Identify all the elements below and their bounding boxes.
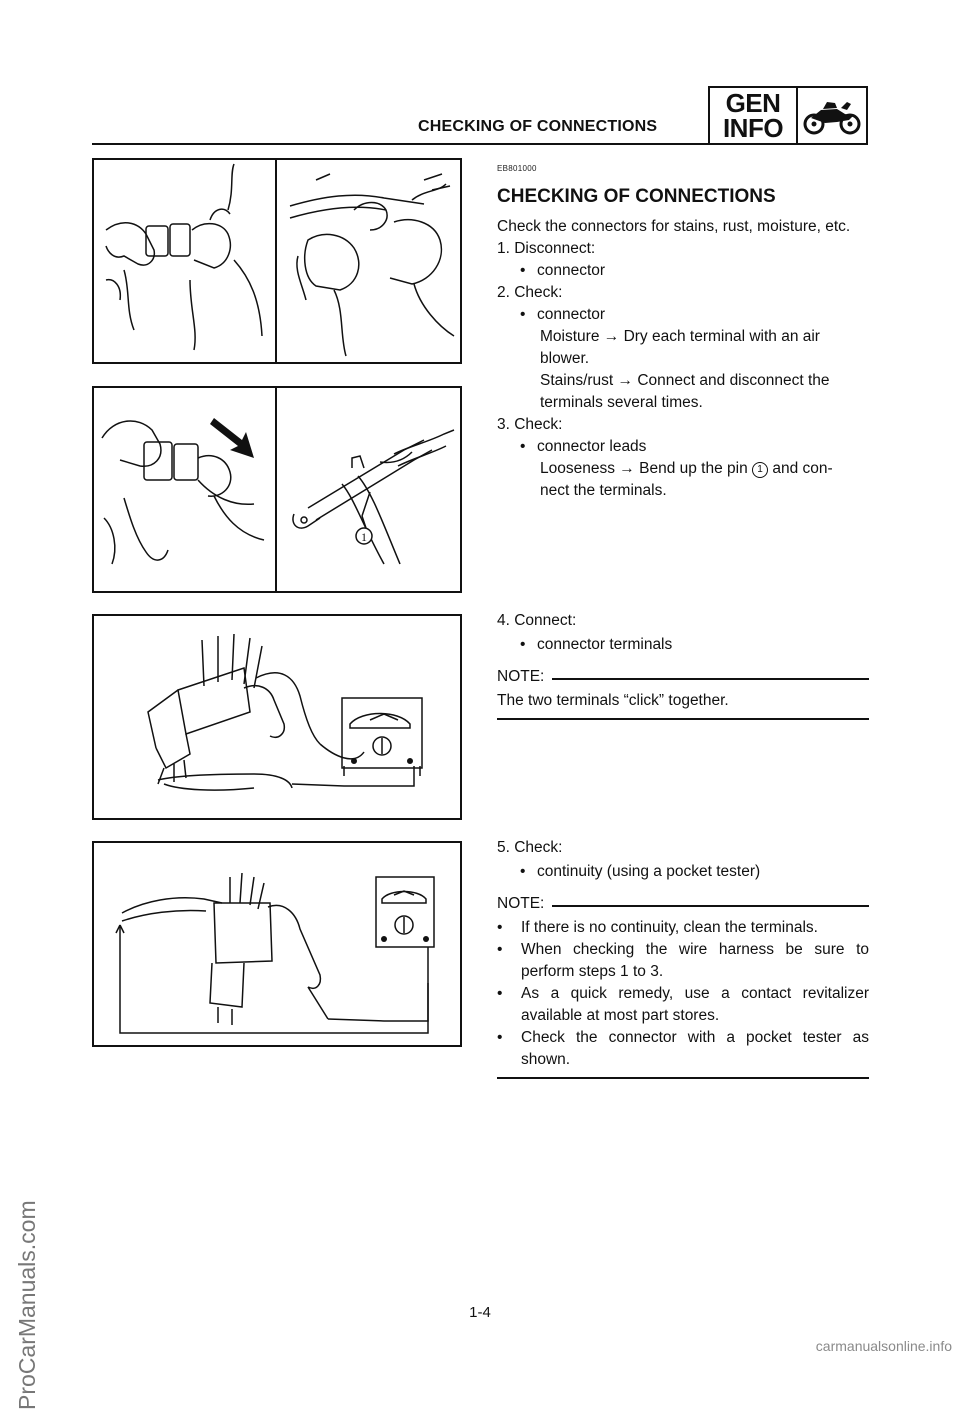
note-1-rule xyxy=(552,678,869,680)
bullet-dot: • xyxy=(520,306,526,323)
step-2-stains xyxy=(497,370,869,414)
footer-watermark: carmanualsonline.info xyxy=(815,1338,952,1354)
note-2-item-text: If there is no continuity, clean the terminals. xyxy=(521,919,818,936)
looseness-label: Looseness xyxy=(540,460,615,477)
badge-text xyxy=(710,88,798,143)
arrow-icon: → xyxy=(617,372,634,389)
side-watermark: ProCarManuals.com xyxy=(14,1200,40,1410)
bullet-dot: • xyxy=(520,262,526,279)
pin-ref: 1 xyxy=(752,462,768,478)
section-title: CHECKING OF CONNECTIONS xyxy=(497,186,776,207)
bullet-dot: • xyxy=(497,1029,503,1046)
note-2-item-text: When checking the wire harness be sure to perform steps 1 to 3. xyxy=(521,941,869,980)
note-1-label: NOTE: xyxy=(497,668,545,685)
note-2-header xyxy=(497,893,869,915)
figure-continuity-test xyxy=(92,841,462,1047)
header-title: CHECKING OF CONNECTIONS xyxy=(418,118,658,135)
figure-connector-pin xyxy=(92,386,462,593)
note-2-item-text: As a quick remedy, use a contact revitalizer available at most part stores. xyxy=(521,985,869,1024)
note-1-text: The two terminals “click” together. xyxy=(497,692,729,709)
note-1-header xyxy=(497,666,869,688)
note-2-item xyxy=(497,983,869,1027)
note-2-item xyxy=(497,1027,869,1071)
note-2-end-rule xyxy=(497,1077,869,1079)
step-5-item xyxy=(497,861,869,883)
note-2-item xyxy=(497,939,869,983)
step-2-item xyxy=(497,304,869,326)
looseness-action-b: and con- xyxy=(772,460,833,477)
step-1-label: 1. Disconnect: xyxy=(497,240,596,257)
figure-disconnect-check xyxy=(92,158,462,364)
step-5-label: 5. Check: xyxy=(497,839,563,856)
step-4-item-text: connector terminals xyxy=(537,636,673,653)
text-column xyxy=(497,158,869,502)
note-2-rule xyxy=(552,905,869,907)
step-3-item xyxy=(497,436,869,458)
step-5-block xyxy=(497,837,869,1079)
bullet-dot: • xyxy=(497,985,503,1002)
step-2-item-text: connector xyxy=(537,306,606,323)
step-2-label: 2. Check: xyxy=(497,284,563,301)
step-4-item xyxy=(497,634,869,656)
bullet-dot: • xyxy=(497,941,503,958)
note-2-item xyxy=(497,917,869,939)
moisture-action: Dry each terminal with an air blower. xyxy=(540,328,820,367)
looseness-action: Bend up the pin xyxy=(639,460,748,477)
bullet-dot: • xyxy=(497,919,503,936)
step-5-item-text: continuity (using a pocket tester) xyxy=(537,863,761,880)
stains-label: Stains/rust xyxy=(540,372,614,389)
moisture-label: Moisture xyxy=(540,328,600,345)
figure-connect-terminals xyxy=(92,614,462,820)
section-badge xyxy=(708,86,868,145)
motorcycle-icon xyxy=(798,88,866,143)
step-2-moisture xyxy=(497,326,869,370)
step-1-item xyxy=(497,260,869,282)
step-3-item-text: connector leads xyxy=(537,438,647,455)
section-code: EB801000 xyxy=(497,164,537,173)
note-2-label: NOTE: xyxy=(497,895,545,912)
step-4-block xyxy=(497,610,869,720)
page-number: 1-4 xyxy=(469,1304,491,1321)
step-3-looseness xyxy=(497,458,869,480)
bullet-dot: • xyxy=(520,438,526,455)
stains-action: Connect and disconnect the terminals several times. xyxy=(540,372,830,411)
step-4-label: 4. Connect: xyxy=(497,612,577,629)
badge-line2: INFO xyxy=(722,112,784,143)
note-2-item-text: Check the connector with a pocket tester as shown. xyxy=(521,1029,869,1068)
callout-1: 1 xyxy=(361,530,367,544)
arrow-icon: → xyxy=(603,328,620,345)
intro-paragraph: Check the connectors for stains, rust, moisture, etc. xyxy=(497,218,851,235)
arrow-icon: → xyxy=(619,460,635,477)
step-1-item-text: connector xyxy=(537,262,606,279)
note-1-end-rule xyxy=(497,718,869,720)
badge-line1: GEN xyxy=(725,87,781,118)
step-3-looseness-cont: nect the terminals. xyxy=(540,482,667,499)
bullet-dot: • xyxy=(520,636,526,653)
bullet-dot: • xyxy=(520,863,526,880)
step-3-label: 3. Check: xyxy=(497,416,563,433)
